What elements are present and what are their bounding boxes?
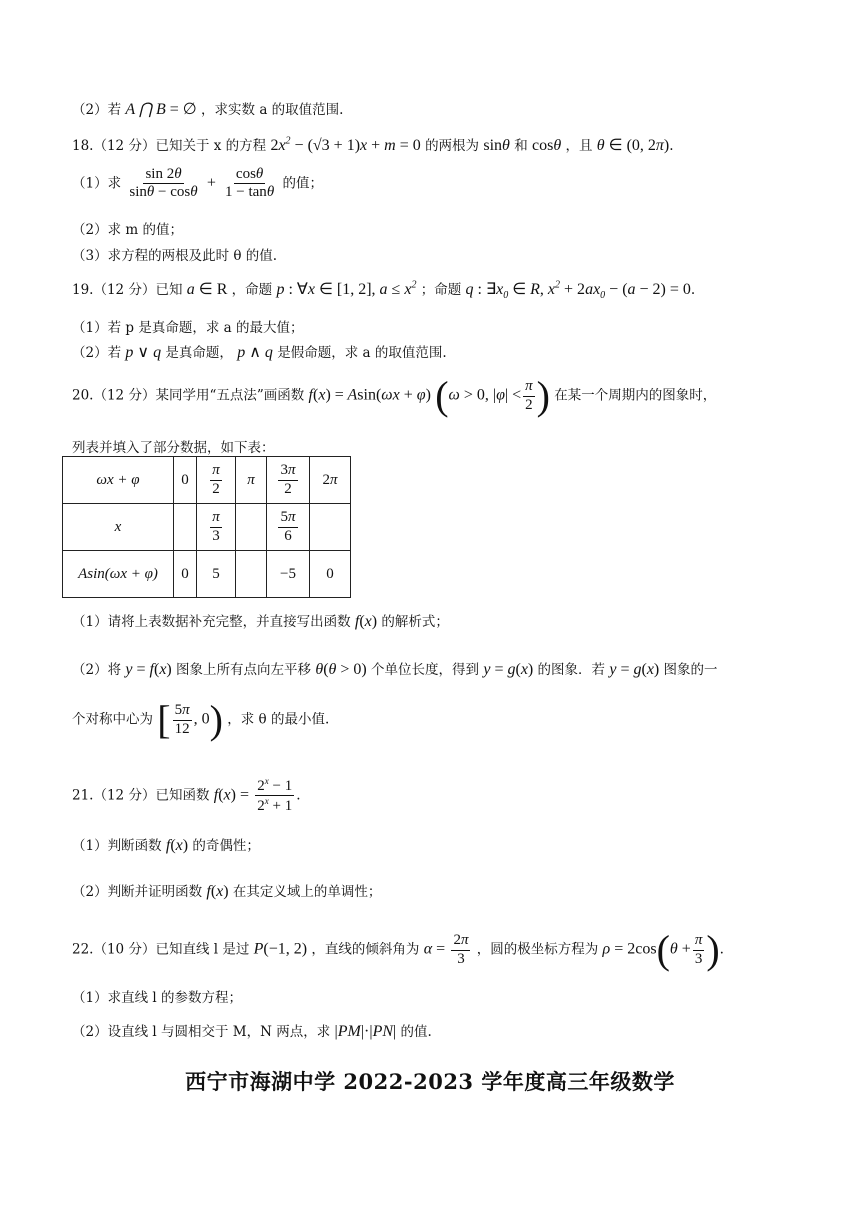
table-cell: $\frac{5\pi}{6}$: [267, 504, 310, 551]
q19-part2: （2）若 p ∨ q 是真命题， p ∧ q 是假命题，求 a 的取值范围.: [72, 344, 447, 361]
q20-part2-line2: 个对称中心为 [ $\frac{5\pi}{12}$ , 0) ，求 θ 的最小值.: [72, 697, 330, 742]
table-cell: 0: [310, 551, 351, 598]
q21-stem: 21.（12 分）已知函数 f(x) = $\frac{2^x - 1}{2^x + 1}$ .: [72, 776, 301, 815]
q17-part2: （2）若 A ⋂ B = ∅ ，求实数 a 的取值范围.: [72, 101, 344, 118]
q18-equation: $2x^2 - (√3 + 1)x + m = 0$: [270, 135, 421, 154]
fraction-2x: $\frac{2^x - 1}{2^x + 1}$: [257, 776, 293, 815]
table-row-header: Asin(ωx + φ): [63, 551, 174, 598]
table-cell: [310, 504, 351, 551]
table-row: [63, 551, 351, 598]
fraction-sin2theta: $\frac{\sin 2\theta}{\sin\theta - \cos\theta}$: [129, 166, 198, 201]
five-point-table: [62, 456, 351, 598]
table-cell: 0: [174, 551, 197, 598]
q20-stem: 20.（12 分）某同学用“五点法”画函数 f(x) = Asin(ωx + φ) (ω > 0, |φ| < $\frac{\pi}{2}$ ) 在某一个周期内的图象时，: [72, 373, 717, 418]
table-row: [63, 457, 351, 504]
polar-equation: ρ = 2cos: [602, 940, 657, 958]
q22-part1: （1）求直线 l 的参数方程；: [72, 990, 242, 1006]
q19-part1: （1）若 p 是真命题，求 a 的最大值；: [72, 320, 304, 336]
q18-part2: （2）求 m 的值；: [72, 222, 183, 238]
q18-stem: 18.（12 分）已知关于 x 的方程 $2x^2 - (√3 + 1)x + m = 0$ 的两根为 sinθ 和 cosθ ，且 θ ∈ (0, 2π).: [72, 135, 674, 154]
q22-part2: （2）设直线 l 与圆相交于 M，N 两点，求 |PM|·|PN| 的值.: [72, 1023, 432, 1040]
set-intersection-formula: A ⋂ B = ∅: [125, 101, 197, 118]
table-cell: 0: [174, 457, 197, 504]
q18-part3: （3）求方程的两根及此时 θ 的值.: [72, 248, 278, 264]
q22-stem: 22.（10 分）已知直线 l 是过 P(−1, 2) ，直线的倾斜角为 α = $\frac{2\pi}{3}$ ，圆的极坐标方程为 ρ = 2cos(θ + $\frac{\pi}{3}$ ).: [72, 927, 724, 972]
table-cell: −5: [267, 551, 310, 598]
q20-part1: （1）请将上表数据补充完整，并直接写出函数 f(x) 的解析式；: [72, 613, 449, 630]
table-cell: $\frac{3\pi}{2}$: [267, 457, 310, 504]
table-cell: π: [236, 457, 267, 504]
table-cell: 2π: [310, 457, 351, 504]
table-cell: $\frac{\pi}{3}$: [197, 504, 236, 551]
table-cell: [236, 504, 267, 551]
exam-title: 西宁市海湖中学 2022-2023 学年度高三年级数学: [185, 1069, 675, 1094]
q21-part1: （1）判断函数 f(x) 的奇偶性；: [72, 837, 260, 854]
q21-part2: （2）判断并证明函数 f(x) 在其定义域上的单调性；: [72, 883, 382, 900]
table-row-header: x: [63, 504, 174, 551]
q19-stem: 19.（12 分）已知 a ∈ R ，命题 p : ∀x ∈ [1, 2], $a \le x^2$ ；命题 q : $\exists x_0$ ∈ R, $x^2 + 2ax_0 - (a - 2) = 0$.: [72, 279, 696, 302]
table-cell: $\frac{\pi}{2}$: [197, 457, 236, 504]
q18-part1: （1）求 $\frac{\sin 2\theta}{\sin\theta - \cos\theta}$ + $\frac{\cos\theta}{1 - \tan\theta}$ 的值；: [72, 166, 323, 201]
table-row-header: ωx + φ: [63, 457, 174, 504]
function-definition: f(x) = Asin(ωx + φ): [308, 386, 431, 404]
q20-table-intro: 列表并填入了部分数据，如下表：: [72, 440, 275, 456]
proposition-q: q : $\exists x_0$ ∈ R, $x^2 + 2ax_0 - (a - 2) = 0$: [465, 279, 691, 302]
table-cell: 5: [197, 551, 236, 598]
fraction-costheta: $\frac{\cos\theta}{1 - \tan\theta}$: [225, 166, 275, 201]
proposition-p: p : ∀x ∈ [1, 2], $a \le x^2$: [276, 279, 417, 298]
table-row: [63, 504, 351, 551]
table-cell: [174, 504, 197, 551]
table-cell: [236, 551, 267, 598]
q20-part2: （2）将 y = f(x) 图象上所有点向左平移 θ(θ > 0) 个单位长度，得到 y = g(x) 的图象．若 y = g(x) 图象的一: [72, 661, 718, 678]
